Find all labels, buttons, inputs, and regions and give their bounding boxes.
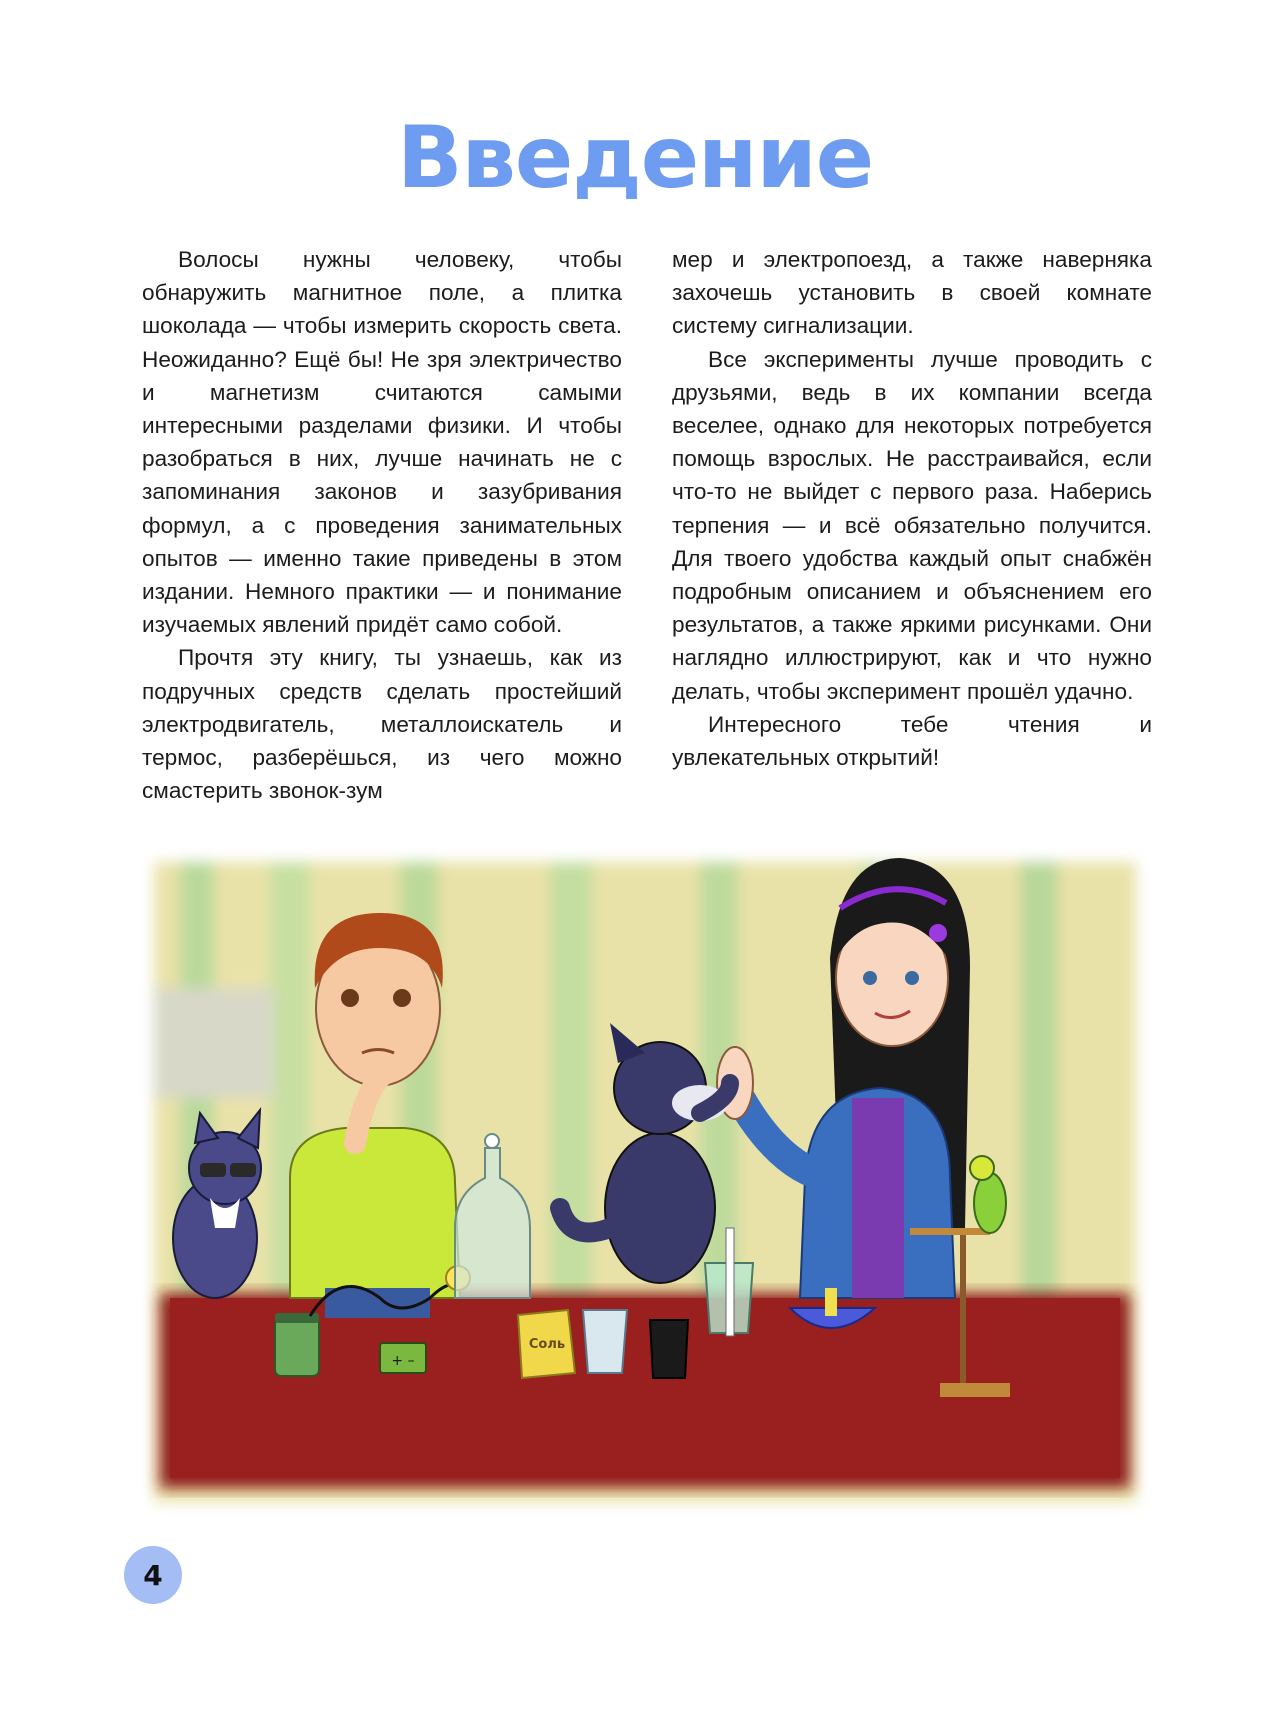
illustration: [140, 848, 1150, 1518]
battery-label: + –: [391, 1353, 415, 1369]
salt-label: Соль: [528, 1337, 566, 1352]
paragraph: Волосы нужны человеку, чтобы обнаружить магнитное поле, а плитка шоколада — чтобы измерить скорость света. Неожиданно? Ещё бы! Не зря электричество и магнетизм считаются самыми интересными разделами физики. И чтобы разобраться в них, лучше начинать не с запоминания законов и зазубривания формул, а с проведения занимательных опытов — именно такие приведены в этом издании. Немного практики — и понимание изучаемых явлений придёт само собой.: [142, 247, 622, 638]
jar: [275, 1313, 319, 1376]
page-title: Введение: [396, 108, 874, 208]
paragraph: мер и электропоезд, а также наверняка захочешь установить в своей комнате систему сигнализации.: [672, 247, 1152, 339]
paragraph: Прочтя эту книгу, ты узнаешь, как из подручных средств сделать простейший электродвигатель, металлоискатель и термос, разберёшься, из чего можно смастерить звонок-зум: [142, 645, 622, 804]
paragraph: Интересного тебе чтения и увлекательных открытий!: [672, 711, 1152, 771]
battery: [380, 1343, 426, 1373]
salt-bag: [518, 1310, 575, 1378]
page-number-badge: 4: [124, 1546, 182, 1604]
glass: [583, 1310, 627, 1373]
right-text-column: [672, 243, 1152, 774]
left-text-column: [142, 243, 622, 807]
paragraph: Все эксперименты лучше проводить с друзьями, ведь в их компании всегда веселее, однако для некоторых потребуется помощь взрослых. Не расстраивайся, если что-то не выйдет с первого раза. Наберись терпения — и всё обязательно получится. Для твоего удобства каждый опыт снабжён подробным описанием и объяснением его результатов, а также яркими рисунками. Они наглядно иллюстрируют, как и что нужно делать, чтобы эксперимент прошёл удачно.: [672, 346, 1152, 704]
dark-cup: [650, 1320, 688, 1378]
